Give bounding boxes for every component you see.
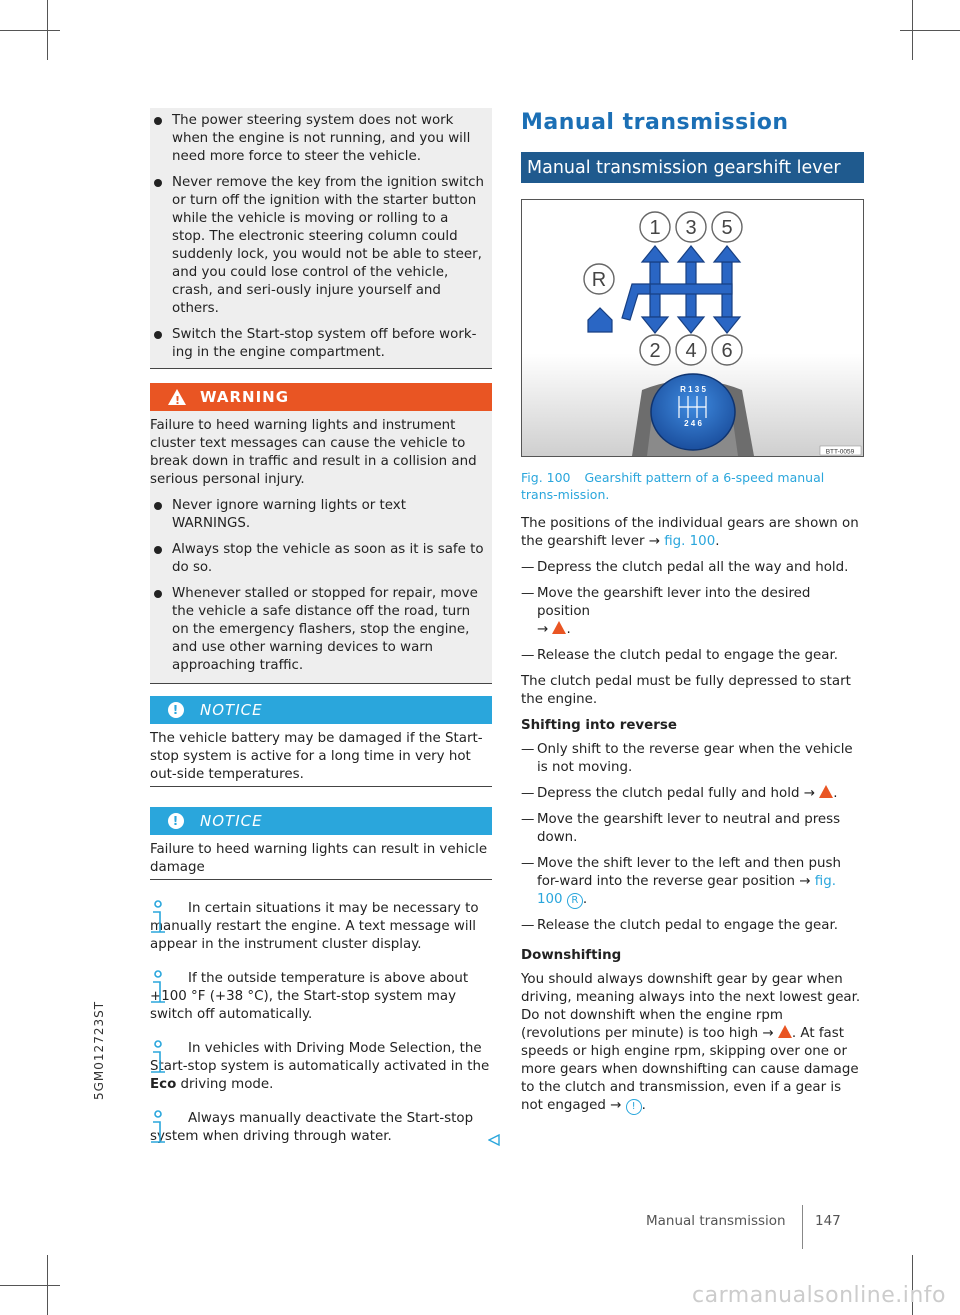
notice-body — [150, 724, 492, 787]
bullet-item: Never remove the key from the ignition switch or turn off the ignition with the starter button while the vehicle is moving or rolling to a stop. The electronic steering column could suddenly lock, you would not be able to steer, and you could lose control of the vehicle, crash, and seri-ously injure yourself and others. — [150, 174, 484, 318]
bullet-item: Switch the Start-stop system off before work-ing in the engine compartment. — [150, 326, 484, 362]
step-item: — Depress the clutch pedal all the way and hold. — [521, 559, 864, 577]
gear-label: 2 — [649, 340, 661, 362]
notice-reference-icon[interactable]: ! — [626, 1099, 642, 1115]
knob-top-label: R 1 3 5 — [680, 385, 706, 394]
eco-mode-label: Eco — [150, 1077, 177, 1092]
step-text: Depress the clutch pedal fully and hold — [537, 786, 800, 801]
right-column — [521, 108, 864, 1123]
intro-paragraph: The positions of the individual gears are shown on the gearshift lever → fig. 100. — [521, 516, 859, 549]
footer-section: Manual transmission — [646, 1213, 786, 1229]
notice-icon: ! — [168, 702, 184, 718]
bullet-item: Whenever stalled or stopped for repair, move the vehicle a safe distance off the road, turn on the emergency flashers, stop the engine, and use other warning devices to warn approaching traffic. — [150, 585, 484, 675]
bullet-item: The power steering system does not work when the engine is not running, and you will need more force to steer the vehicle. — [150, 112, 484, 166]
figure-link[interactable]: fig. 100 — [537, 874, 836, 907]
intro-text: The positions of the individual gears are shown on the gearshift lever — [521, 516, 859, 549]
bullet-item: Always stop the vehicle as soon as it is safe to do so. — [150, 541, 484, 577]
info-text: In certain situations it may be necessary to manually restart the engine. A text message will appear in the instrument cluster display. — [150, 901, 479, 952]
info-text: In vehicles with Driving Mode Selection, the Start-stop system is automatically activated in the — [150, 1041, 490, 1074]
step-item: — Move the gearshift lever into the desired position → . — [521, 585, 864, 639]
info-text: Always manually deactivate the Start-stop system when driving through water. — [150, 1111, 474, 1144]
page-number: 147 — [815, 1213, 841, 1229]
info-note — [150, 900, 492, 954]
footer-divider — [802, 1205, 803, 1249]
downshift-text: You should always downshift gear by gear when driving, meaning always into the next lowest gear. Do not downshift when the engine rpm (revolutions per minute) is too high — [521, 972, 861, 1041]
gear-label: R — [591, 269, 607, 291]
knob-bottom-label: 2 4 6 — [684, 419, 702, 428]
warning-body — [150, 411, 492, 684]
gear-label: 3 — [685, 217, 697, 239]
gear-label: 1 — [649, 217, 661, 239]
step-item: — Only shift to the reverse gear when the vehicle is not moving. — [521, 741, 864, 777]
back-triangle-icon — [488, 1134, 500, 1146]
section-title: Manual transmission — [521, 110, 789, 135]
subsection-title: Manual transmission gearshift lever — [521, 152, 864, 183]
step-item: — Release the clutch pedal to engage the gear. — [521, 647, 864, 665]
info-note — [150, 1110, 492, 1146]
warning-title: WARNING — [200, 388, 290, 406]
warning-header — [150, 383, 492, 411]
warning-intro: Failure to heed warning lights and instrument cluster text messages can cause the vehicle to break down in traffic and result in a collision and serious personal injury. — [150, 418, 477, 487]
warning-icon[interactable] — [552, 621, 566, 634]
notice-text: Failure to heed warning lights can result in vehicle damage — [150, 842, 488, 875]
crop-mark — [0, 30, 60, 31]
reverse-callout: R — [567, 893, 583, 909]
notice-header — [150, 807, 492, 835]
gear-label: 6 — [721, 340, 733, 362]
crop-mark — [900, 30, 960, 31]
notice-title: NOTICE — [200, 812, 263, 830]
notice-title: NOTICE — [200, 701, 263, 719]
info-icon — [148, 900, 168, 938]
info-note — [150, 1040, 492, 1094]
notice-text: The vehicle battery may be damaged if the Start-stop system is active for a long time in very hot out-side temperatures. — [150, 731, 483, 782]
info-text: driving mode. — [176, 1077, 274, 1092]
step-item: — Depress the clutch pedal fully and hold → . — [521, 785, 864, 803]
step-text: Move the gearshift lever into the desired position — [537, 586, 811, 619]
reverse-heading: Shifting into reverse — [521, 718, 677, 733]
gear-label: 5 — [721, 217, 733, 239]
watermark: carmanualsonline.info — [692, 1283, 946, 1308]
warning-icon[interactable] — [778, 1025, 792, 1038]
document-code: 5GM012723ST — [92, 1000, 106, 1100]
gearshift-diagram — [522, 200, 863, 456]
step-text: Move the shift lever to the left and then push for-ward into the reverse gear position — [537, 856, 841, 889]
bullet-item: Never ignore warning lights or text WARNINGS. — [150, 497, 484, 533]
gear-label: 4 — [685, 340, 697, 362]
downshift-text: . At fast speeds or high engine rpm, skipping over one or more gears when downshifting can cause damage to the clutch and transmission, even if a gear is not engaged — [521, 1026, 859, 1113]
notice-icon: ! — [168, 813, 184, 829]
downshift-heading: Downshifting — [521, 948, 622, 963]
continued-warning-box — [150, 108, 492, 369]
step-item: — Move the gearshift lever to neutral and press down. — [521, 811, 864, 847]
info-icon — [148, 1110, 168, 1148]
notice-body — [150, 835, 492, 880]
downshift-paragraph: You should always downshift gear by gear when driving, meaning always into the next lowest gear. Do not downshift when the engine rpm (revolutions per minute) is too high → . At fast speeds or high engine rpm, skipping over one or more gears when downshifting can cause damage to the clutch and transmission, even if a gear is not engaged → ! . — [521, 972, 861, 1113]
gearshift-figure — [521, 199, 864, 457]
step-item: — Move the shift lever to the left and then push for-ward into the reverse gear position → fig. 100 R . — [521, 855, 864, 909]
step-item: — Release the clutch pedal to engage the gear. — [521, 917, 864, 935]
figure-caption — [521, 469, 864, 503]
info-icon — [148, 1040, 168, 1078]
figure-link[interactable]: fig. 100 — [664, 534, 716, 549]
info-icon — [148, 970, 168, 1008]
figure-code: BTT-0059 — [825, 448, 855, 456]
warning-icon: ! — [168, 389, 186, 405]
clutch-note: The clutch pedal must be fully depressed to start the engine. — [521, 674, 851, 707]
figure-label: Fig. 100 — [521, 470, 571, 485]
crop-mark — [0, 1285, 60, 1286]
info-text: If the outside temperature is above about +100 °F (+38 °C), the Start-stop system may switch off automatically. — [150, 971, 469, 1022]
notice-header — [150, 696, 492, 724]
left-column — [150, 108, 492, 1146]
info-note — [150, 970, 492, 1024]
warning-icon[interactable] — [819, 785, 833, 798]
caption-text: Gearshift pattern of a 6-speed manual trans-mission. — [521, 470, 825, 502]
